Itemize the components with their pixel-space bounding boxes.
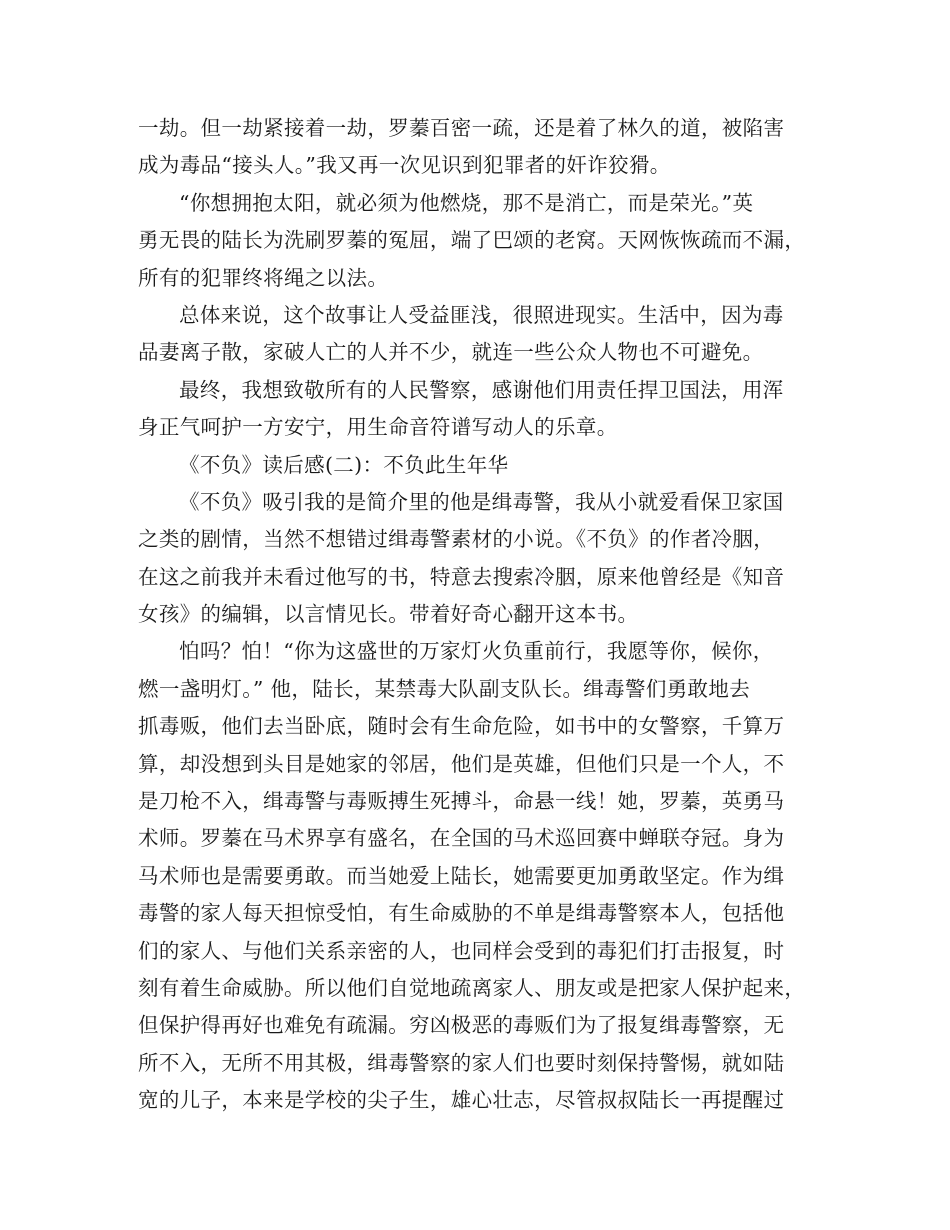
- text-line: 身正气呵护一方安宁，用生命音符谱写动人的乐章。: [138, 415, 618, 440]
- text-line: 抓毒贩，他们去当卧底，随时会有生命危险，如书中的女警察，千算万: [138, 714, 785, 739]
- text-line: 在这之前我并未看过他写的书，特意去搜索冷胭，原来他曾经是《知音: [138, 564, 785, 589]
- text-line: 马术师也是需要勇敢。而当她爱上陆长，她需要更加勇敢坚定。作为缉: [138, 863, 785, 888]
- text-line: 怕吗？怕！“你为这盛世的万家灯火负重前行，我愿等你，候你，: [179, 639, 774, 664]
- text-line: 们的家人、与他们关系亲密的人，也同样会受到的毒犯们打击报复，时: [138, 938, 785, 963]
- text-line: 但保护得再好也难免有疏漏。穷凶极恶的毒贩们为了报复缉毒警察，无: [138, 1013, 785, 1038]
- text-line: 宽的儿子，本来是学校的尖子生，雄心壮志，尽管叔叔陆长一再提醒过: [138, 1088, 785, 1113]
- text-line: 之类的剧情，当然不想错过缉毒警素材的小说。《不负》的作者冷胭，: [138, 527, 775, 552]
- text-line: 总体来说，这个故事让人受益匪浅，很照进现实。生活中，因为毒: [179, 302, 784, 327]
- text-line: 燃一盏明灯。” 他，陆长，某禁毒大队副支队长。缉毒警们勇敢地去: [138, 676, 751, 701]
- text-line: 女孩》的编辑，以言情见长。带着好奇心翻开这本书。: [138, 602, 639, 627]
- text-line: 勇无畏的陆长为洗刷罗蓁的冤屈，端了巴颂的老窝。天网恢恢疏而不漏，: [138, 228, 806, 253]
- text-line: 刻有着生命威胁。所以他们自觉地疏离家人、朋友或是把家人保护起来，: [138, 975, 806, 1000]
- text-line: 毒警的家人每天担惊受怕，有生命威胁的不单是缉毒警察本人，包括他: [138, 901, 785, 926]
- text-line: 最终，我想致敬所有的人民警察，感谢他们用责任捍卫国法，用浑: [179, 377, 784, 402]
- text-line: 是刀枪不入，缉毒警与毒贩搏生死搏斗，命悬一线！她，罗蓁，英勇马: [138, 789, 785, 814]
- text-line: 《不负》读后感(二)：不负此生年华: [179, 452, 509, 477]
- text-line: 所不入，无所不用其极，缉毒警察的家人们也要时刻保持警惕，就如陆: [138, 1050, 785, 1075]
- body-text: [138, 110, 818, 1120]
- text-line: 成为毒品“接头人。”我又再一次见识到犯罪者的奸诈狡猾。: [138, 153, 671, 178]
- text-line: 算，却没想到头目是她家的邻居，他们是英雄，但他们只是一个人，不: [138, 751, 785, 776]
- text-line: “你想拥抱太阳，就必须为他燃烧，那不是消亡，而是荣光。”英: [179, 190, 754, 215]
- text-line: 品妻离子散，家破人亡的人并不少，就连一些公众人物也不可避免。: [138, 340, 764, 365]
- text-line: 一劫。但一劫紧接着一劫，罗蓁百密一疏，还是着了林久的道，被陷害: [138, 116, 785, 140]
- text-line: 《不负》吸引我的是简介里的他是缉毒警，我从小就爱看保卫家国: [179, 489, 784, 514]
- text-line: 所有的犯罪终将绳之以法。: [138, 265, 389, 290]
- text-line: 术师。罗蓁在马术界享有盛名，在全国的马术巡回赛中蝉联夺冠。身为: [138, 826, 785, 851]
